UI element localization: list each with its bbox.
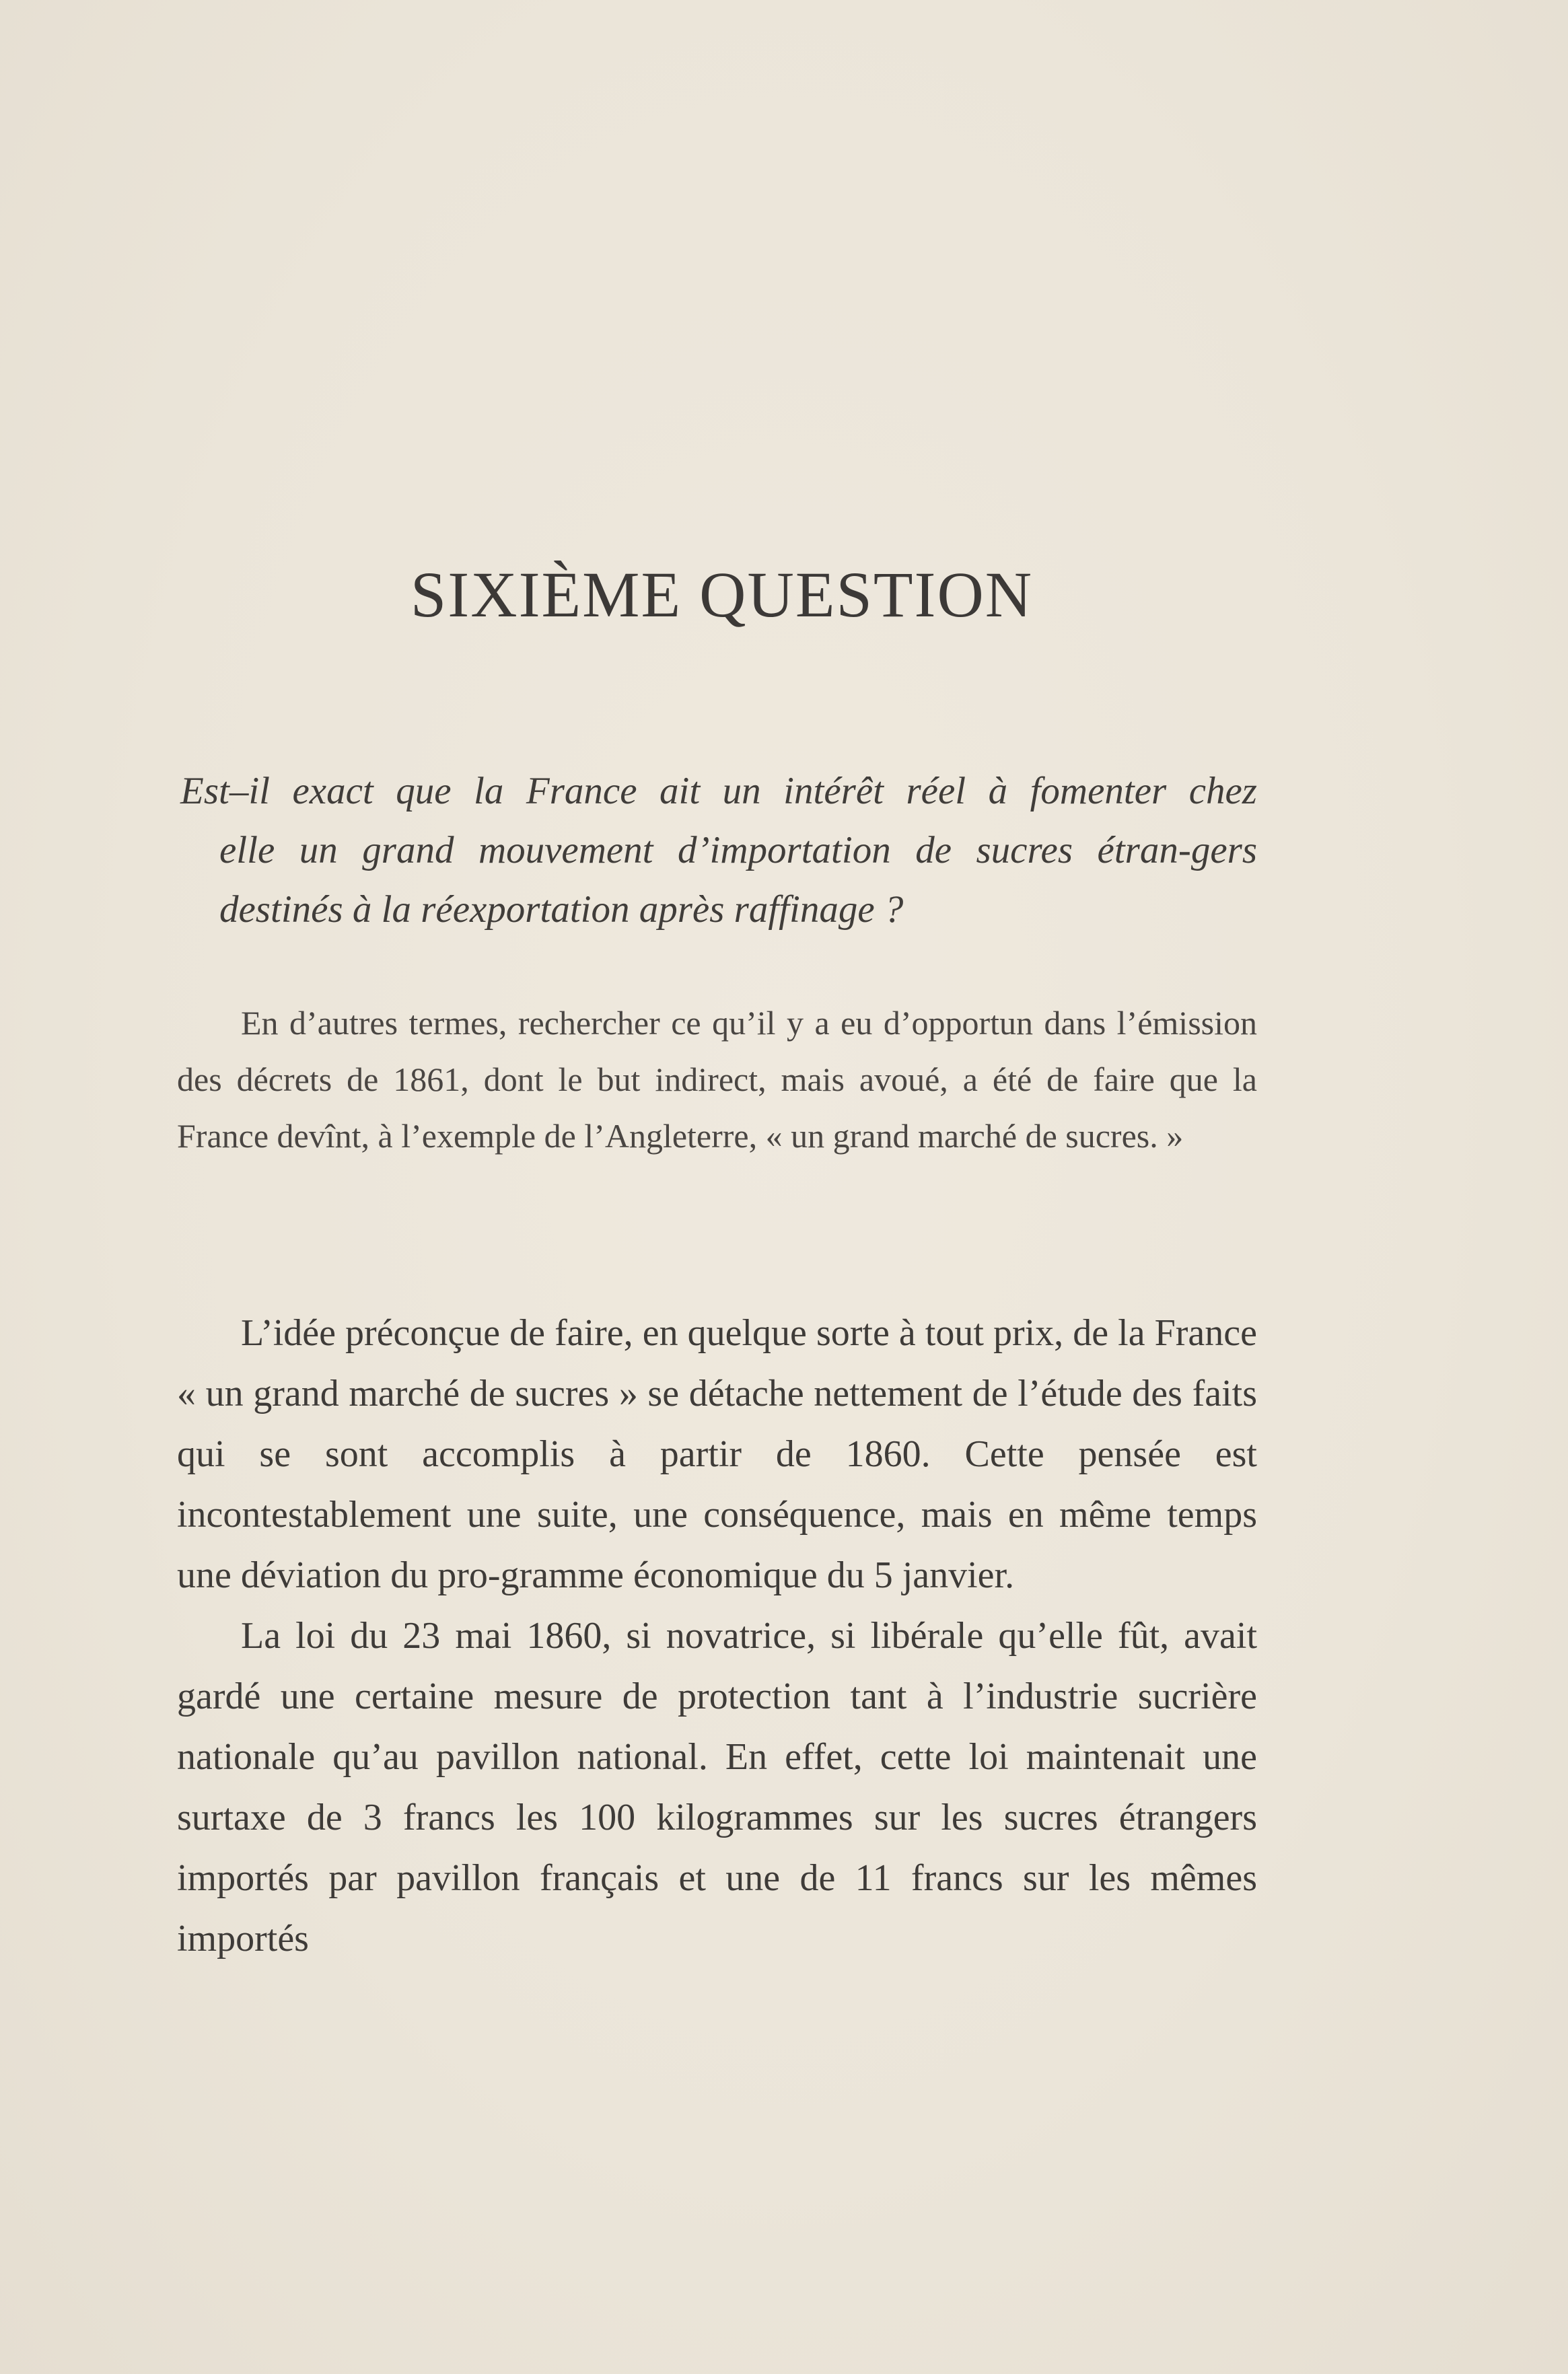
question-statement <box>180 762 1257 939</box>
page-title: SIXIÈME QUESTION <box>410 559 1034 631</box>
question-continuation: elle un grand mouvement d’importation de sucres étran-gers destinés à la réexportation après raffinage ? <box>219 829 1257 931</box>
question-first-line: Est–il exact que la France ait un intérêt réel à fomenter chez <box>180 770 1257 812</box>
body-paragraph: La loi du 23 mai 1860, si novatrice, si libérale qu’elle fût, avait gardé une certaine mesure de protection tant à l’industrie sucrière nationale qu’au pavillon national. En effet, cette loi maintenait une surtaxe de 3 francs les 100 kilogrammes sur les sucres étrangers importés par pavillon français et une de 11 francs sur les mêmes importés <box>177 1615 1257 1959</box>
body-paragraph: L’idée préconçue de faire, en quelque sorte à tout prix, de la France « un grand marché de sucres » se détache nettement de l’étude des faits qui se sont accomplis à partir de 1860. Cette pensée est incontestablement une suite, une conséquence, mais en même temps une déviation du pro-gramme économique du 5 janvier. <box>177 1312 1257 1596</box>
body-text <box>177 1303 1257 1969</box>
intro-paragraph: En d’autres termes, rechercher ce qu’il y a eu d’opportun dans l’émission des décrets de 1861, dont le but indirect, mais avoué, a été de faire que la France devînt, à l’exemple de l’Angleterre, « un grand marché de sucres. » <box>177 1004 1257 1155</box>
